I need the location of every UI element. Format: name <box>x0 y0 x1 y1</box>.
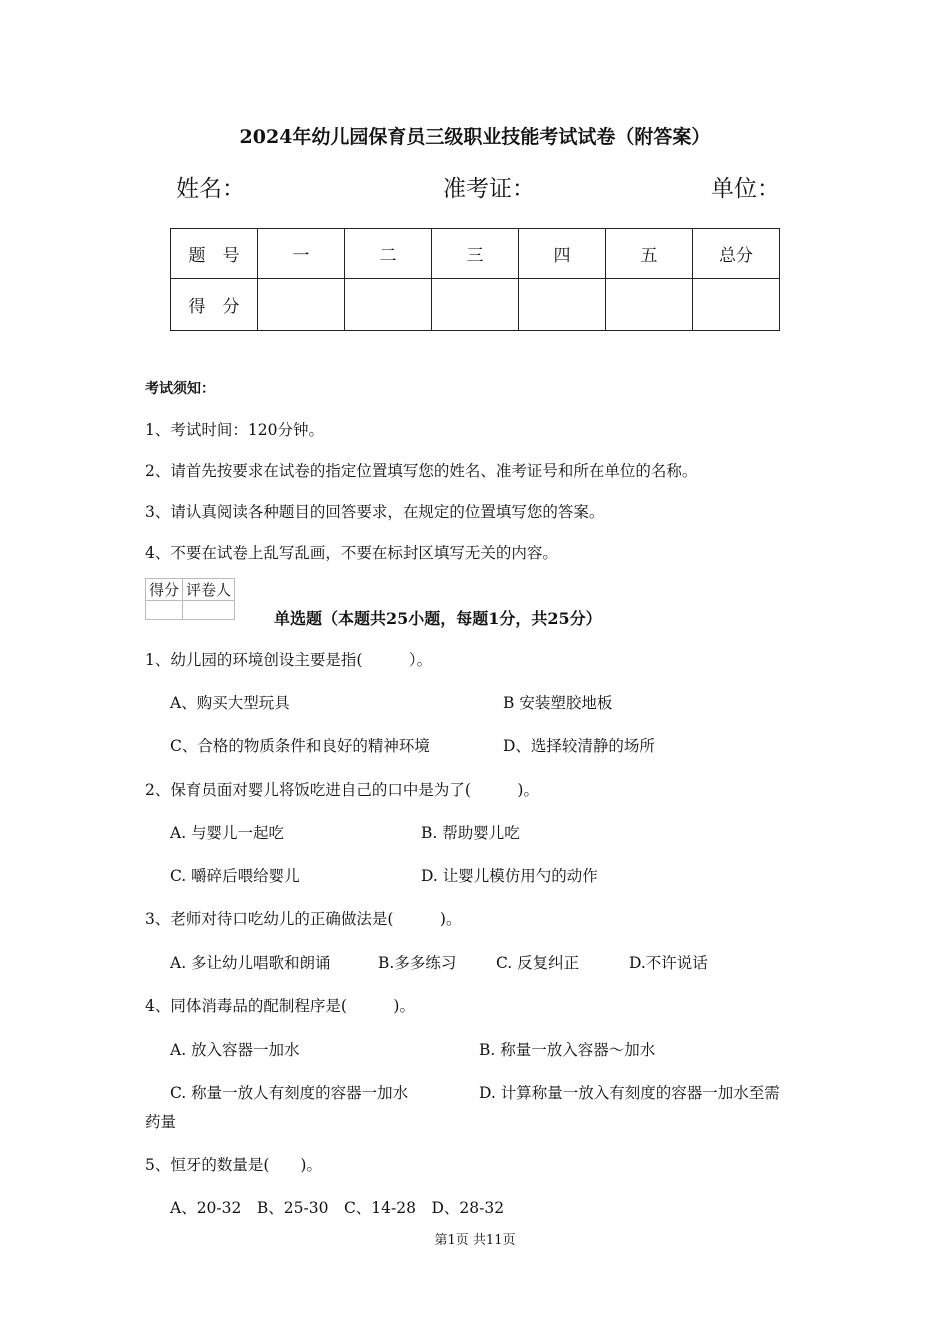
question-option: A、购买大型玩具 <box>170 694 290 712</box>
question-stem: 5、恒牙的数量是( )。 <box>145 1156 322 1174</box>
notice-heading: 考试须知： <box>145 381 215 397</box>
score-table-header-row <box>171 229 780 279</box>
question-option: C. 嚼碎后喂给婴儿 <box>170 867 300 885</box>
score-header-cell: 一 <box>258 229 345 279</box>
score-table <box>170 228 780 331</box>
question-option: A、20-32 B、25-30 C、14-28 D、28-32 <box>170 1199 505 1217</box>
question-stem: 2、保育员面对婴儿将饭吃进自己的口中是为了( )。 <box>145 781 539 799</box>
question-option: C. 反复纠正 <box>496 954 580 972</box>
score-header-cell: 三 <box>432 229 519 279</box>
notice-item: 3、请认真阅读各种题目的回答要求，在规定的位置填写您的答案。 <box>145 503 605 521</box>
question-option: C. 称量一放人有刻度的容器一加水 <box>170 1084 409 1102</box>
question-option: D. 计算称量一放入有刻度的容器一加水至需 <box>479 1084 780 1102</box>
question-option-continuation: 药量 <box>145 1113 177 1131</box>
grader-name-label: 评卷人 <box>183 579 235 601</box>
notice-item: 1、考试时间：120分钟。 <box>145 421 324 439</box>
score-cell <box>432 279 519 331</box>
section-title: 单选题（本题共25小题，每题1分，共25分） <box>274 609 602 628</box>
grader-name-cell <box>183 601 235 620</box>
score-table-score-row <box>171 279 780 331</box>
question-option: D.不许说话 <box>629 954 708 972</box>
question-stem: 3、老师对待口吃幼儿的正确做法是( )。 <box>145 910 462 928</box>
score-header-cell: 总分 <box>693 229 780 279</box>
grader-score-label: 得分 <box>146 579 183 601</box>
score-cell <box>519 279 606 331</box>
name-field-label: 姓名： <box>176 176 245 202</box>
grader-box <box>145 578 235 620</box>
score-header-cell: 二 <box>345 229 432 279</box>
score-header-cell: 五 <box>606 229 693 279</box>
question-option: D、选择较清静的场所 <box>503 737 655 755</box>
score-header-cell: 题 号 <box>171 229 258 279</box>
score-cell <box>345 279 432 331</box>
question-stem: 4、同体消毒品的配制程序是( )。 <box>145 997 415 1015</box>
exam-id-field-label: 准考证： <box>443 176 535 202</box>
page-footer: 第1页 共11页 <box>434 1233 516 1248</box>
score-cell <box>606 279 693 331</box>
question-option: A. 放入容器一加水 <box>170 1041 300 1059</box>
score-cell <box>693 279 780 331</box>
unit-field-label: 单位： <box>711 176 780 202</box>
grader-score-cell <box>146 601 183 620</box>
question-stem: 1、幼儿园的环境创设主要是指( ）。 <box>145 651 433 669</box>
question-option: B 安装塑胶地板 <box>503 694 613 712</box>
page-title: 2024年幼儿园保育员三级职业技能考试试卷（附答案） <box>239 126 711 148</box>
score-row-label: 得 分 <box>171 279 258 331</box>
question-option: B. 称量一放入容器～加水 <box>479 1041 656 1059</box>
notice-item: 4、不要在试卷上乱写乱画，不要在标封区填写无关的内容。 <box>145 544 558 562</box>
notice-item: 2、请首先按要求在试卷的指定位置填写您的姓名、准考证号和所在单位的名称。 <box>145 462 698 480</box>
question-option: B.多多练习 <box>378 954 457 972</box>
score-cell <box>258 279 345 331</box>
question-option: B. 帮助婴儿吃 <box>421 824 520 842</box>
score-header-cell: 四 <box>519 229 606 279</box>
question-option: D. 让婴儿模仿用勺的动作 <box>421 867 598 885</box>
question-option: A. 多让幼儿唱歌和朗诵 <box>170 954 331 972</box>
question-option: C、合格的物质条件和良好的精神环境 <box>170 737 430 755</box>
question-option: A. 与婴儿一起吃 <box>170 824 285 842</box>
